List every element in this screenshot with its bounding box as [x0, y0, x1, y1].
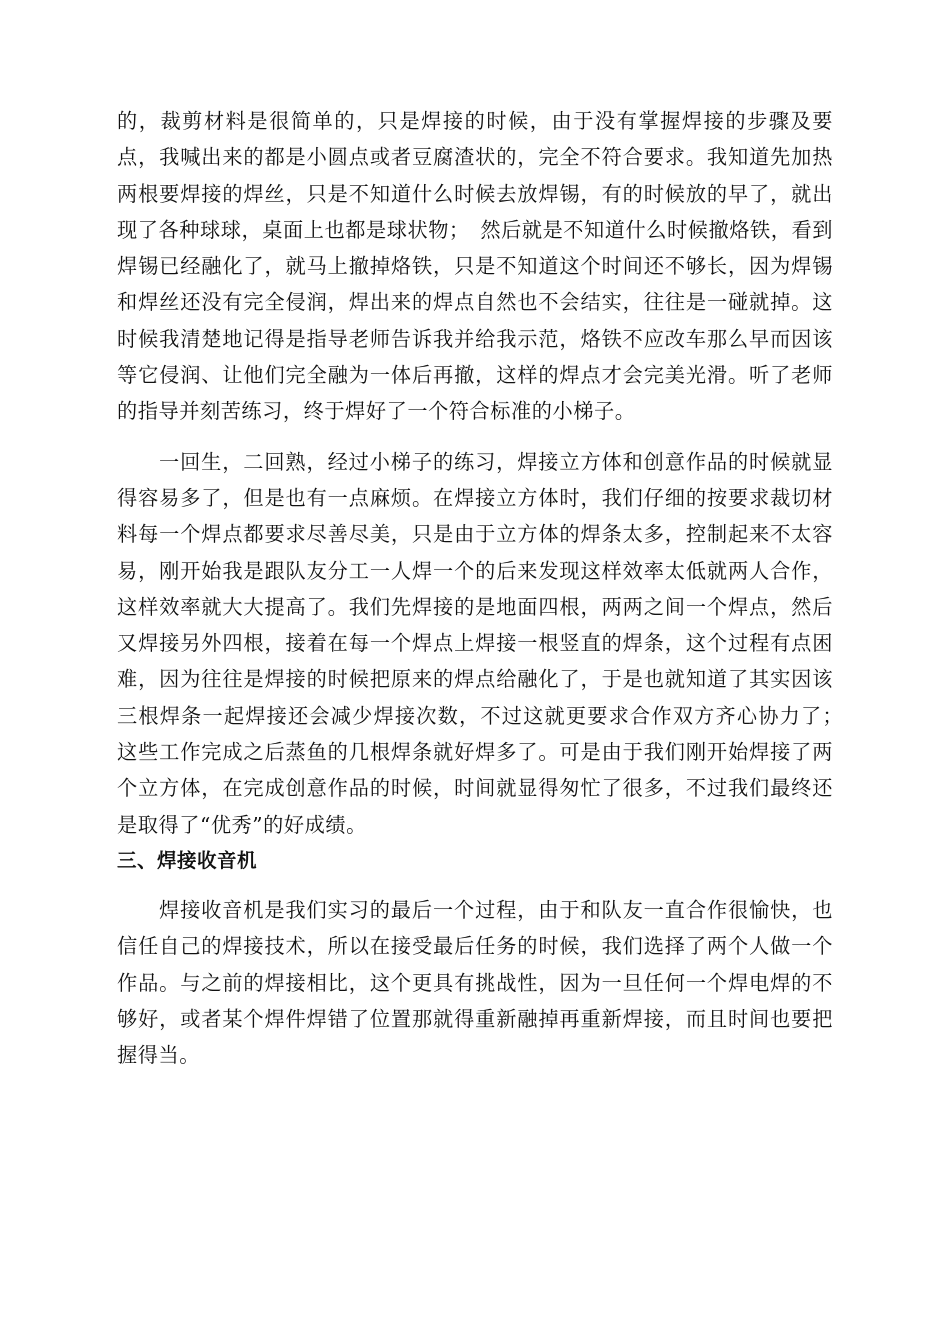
- section-heading: 三、焊接收音机: [117, 848, 258, 872]
- document-page: [117, 103, 854, 1073]
- paragraph-soldering-radio: 焊接收音机是我们实习的最后一个过程，由于和队友一直合作很愉快，也信任自己的焊接技术，所以在接受最后任务的时候，我们选择了两个人做一个作品。与之前的焊接相比，这个更具有挑战性，因为一旦任何一个焊电焊的不够好，或者某个焊件焊错了位置那就得重新融掉再重新焊接，而且时间也要把握得当。: [117, 897, 833, 1068]
- paragraph-soldering-ladder: 的，裁剪材料是很简单的，只是焊接的时候，由于没有掌握焊接的步骤及要点，我喊出来的都是小圆点或者豆腐渣状的，完全不符合要求。我知道先加热两根要焊接的焊丝，只是不知道什么时候去放焊锡，有的时候放的早了，就出现了各种球球，桌面上也都是球状物； 然后就是不知道什么时候撤烙铁，看到焊锡已经融化了，就马上撤掉烙铁，只是不知道这个时间还不够长，因为焊锡和焊丝还没有完全侵润，焊出来的焊点自然也不会结实，往往是一碰就掉。这时候我清楚地记得是指导老师告诉我并给我示范，烙铁不应改车那么早而因该等它侵润、让他们完全融为一体后再撤，这样的焊点才会完美光滑。听了老师的指导并刻苦练习，终于焊好了一个符合标准的小梯子。: [117, 109, 833, 424]
- paragraph-soldering-cube: 一回生，二回熟，经过小梯子的练习，焊接立方体和创意作品的时候就显得容易多了，但是也有一点麻烦。在焊接立方体时，我们仔细的按要求裁切材料每一个焊点都要求尽善尽美，只是由于立方体的焊条太多，控制起来不太容易，刚开始我是跟队友分工一人焊一个的后来发现这样效率太低就两人合作，这样效率就大大提高了。我们先焊接的是地面四根，两两之间一个焊点，然后又焊接另外四根，接着在每一个焊点上焊接一根竖直的焊条，这个过程有点困难，因为往往是焊接的时候把原来的焊点给融化了，于是也就知道了其实因该三根焊条一起焊接还会减少焊接次数，不过这就更要求合作双方齐心协力了； 这些工作完成之后蒸鱼的几根焊条就好焊多了。可是由于我们刚开始焊接了两个立方体，在完成创意作品的时候，时间就显得匆忙了很多，不过我们最终还是取得了“优秀”的好成绩。: [117, 449, 854, 837]
